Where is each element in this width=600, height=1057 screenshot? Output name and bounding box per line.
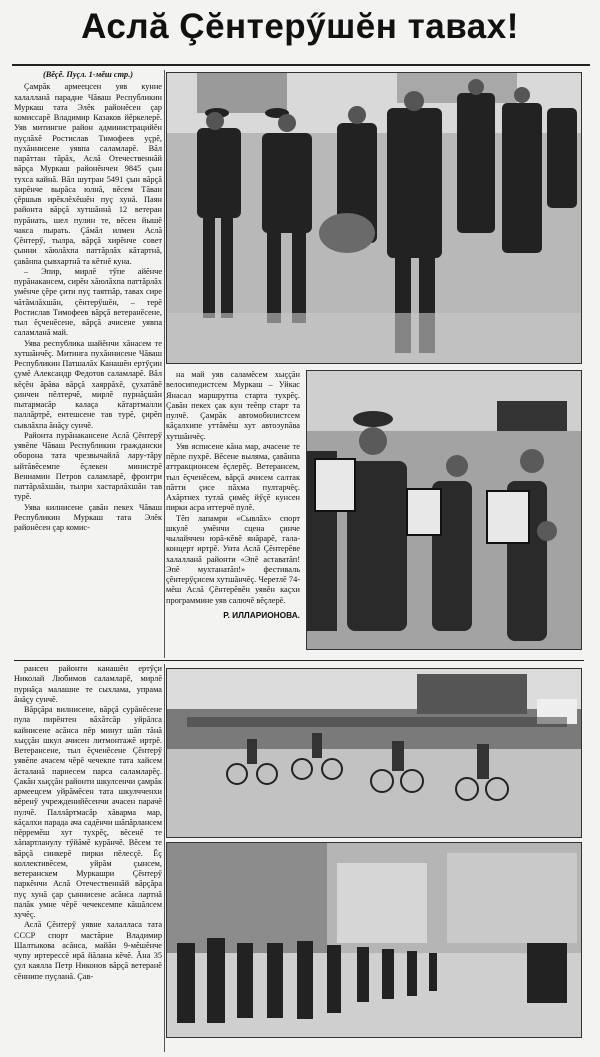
paragraph: Уява килнисене çавăн пекех Чăваш Республикин Муркаш тата Элĕк районĕсен çар комис- [14,502,162,532]
paragraph: Районта пурăнакансене Аслă Çĕнтерӳ уявĕпе Чăваш Республикин граждански оборона тата чрезвычайлă лару-тăру ыйтăвĕсемпе ĕçлекен министрĕ Вениамин Петров саламларĕ, фронтри паттăрлăхшăн, тылри хастарлăхшăн тав турĕ. [14,430,162,502]
photo-street-parade [166,842,582,1038]
column-divider [164,664,165,1052]
headline: Аслă Çĕнтерӳшĕн тавах! [81,7,519,46]
photo-portraits-march [306,370,582,650]
paragraph: Аслă Çĕнтерӳ уявне халалласа тата СССР спорт мастăрне Владимир Шалтыкова асăнса, майăн 9-мĕшĕнче чупу иртерессĕ ирă йăлана кĕчĕ. Ăна 35 çул каялла Петр Никонов вăрçă ветеранĕ сĕннипе пуçланă. Çав- [14,920,162,981]
author-signature: Р. ИЛЛАРИОНОВА. [223,609,300,620]
paragraph: – Эпир, мирлĕ тӳпе айĕнче пурăнакансем, сирĕн хăюлăхпа паттăрлăх умĕнче çĕре çити пуç таятпăр, тавах сире чăтăмлăхшăн, çĕнтерӳшĕн, – терĕ Ростислав Тимофеев вăрçă ветеранĕсене, тыл ĕçченĕсене, вăрçă ачисене уявпа саламланă май. [14,266,162,338]
article-column-1-bottom [14,664,162,1054]
paragraph: Уяв ясписене кăна мар, ачасене те пĕрле пухрĕ. Вĕсене выляма, çавăнпа аттракционсем ĕçлерĕç. Ветерансем, тыл ĕçченĕсем, вăрçă ачисем салтак пăтти çисе пăхма пултарчĕç. Ахăртнех тутлă çимĕç йӳçĕ кунсен пирки асра иттерчĕ пулĕ. [166,441,300,513]
paragraph: Çамрăк армеецсен уяв кунне халалланă парадне Чăваш Республикин Муркаш тата Элĕк районĕсен çар комиссарĕ Владимир Казаков йĕркелерĕ. Уяв митингне район администрацийĕн пуçлăхĕ Ростислав Тимофеев уçрĕ, пухăннисене уявпа саламларĕ. Вăл парăттан тăрăх, Аслă Отечественнăй вăрçа Муркаш районĕнчен 9845 çын тухса кайнă. Вăл шутран 5491 çын вăрçă хирĕнче вырăса юлнă, вĕсем Тăван çĕршыв ирĕклĕхĕшĕн пуç хунă. Паян районта вăрçă хутшăннă 12 ветеран пурăнать, шел пулин те, вĕсен йышĕ чакса пырать. Çăмăл илмен Аслă Çĕнтерӳ, тылра, вăрçă хирĕнче совет çынни хăюлăхпа паттăрлăх кăтартнă, çавăнпа çывхартнă та кĕтнĕ куна. [14,82,162,266]
article-column-1-top [14,70,162,660]
headline-rule [12,64,590,66]
section-rule [14,660,584,661]
paragraph: Уява республика шайĕнчи хăнасем те хутшăнчĕç. Митинга пухăннисене Чăваш Республикин Патшалăх Канашĕн ертӳçин çумĕ Александр Федотов саламларĕ. Вăл кĕçĕн ăрăва вăрçă хаяррăхĕ, çухатăвĕ çинчен пĕлтерчĕ, мирлĕ пурнăçшăн пытармасăр калаçа кăтартмалли паллăртрĕ, ентешсене тав турĕ, çирĕп сывлăхпа ăнăçу сунчĕ. [14,338,162,430]
article-column-2-top [166,370,300,658]
source-note: (Вĕçĕ. Пуçл. 1-мĕш стр.) [42,70,134,79]
column-divider [164,70,165,658]
paragraph: на май уяв саламĕсем хыççăн велосипедистсем Муркаш – Уйкас Янасал маршрутпа старта тухрĕç. Çавăн пекех çак кун теĕпр старт та пулчĕ. Çамрăк автомобилистсем кăçалхипе уттăмĕш хут автоэупăва хутшăнчĕç. [166,370,300,441]
paragraph: рансен районти канашĕн ертӳçи Николай Любимов саламларĕ, мирлĕ пурнăçа малашне те сыхлама, упрама ăнăçу сунчĕ. [14,664,162,704]
photo-cyclists [166,668,582,838]
paragraph: Тĕп лапамри «Сывлăх» спорт шкулĕ умĕнчи сцена çинче чылайччен юрă-кĕвĕ янăрарĕ, гала-концерт иртрĕ. Унта Аслă Çĕнтерĕве халалланă районти «Эпĕ аставатăп! Эпĕ мухтанатăп!» фестиваль çĕнтерӳçисем хутшăнчĕç. Черетлĕ 74-мĕш Аслă Çĕнтерĕвĕн уявĕн каçхи программине уяв салючĕ вĕçлерĕ. [166,513,300,605]
paragraph: Вăрçăра вилнисене, вăрçă сурăнĕсене пула пирĕнтен вăхăтсăр уйрăлса кайнисене асăнса пĕр минут шăп тăнă хыççăн шкул ачисен литмонтажĕ иртрĕ. Ветерансене, тыл ĕçченĕсене Çĕнтерӳ уявĕпе ачасем чĕрĕ чечекпе тата хайсем ăсталанă парнесем парса саламларĕç. Çакăн хыççăн районти шкулсенчи çамрăк армеецсем уйрăмĕсен тата шкулчченхи вĕренӳ учрежденийĕсенчи ачасен парачĕ пулчĕ. Паллăртмасăр хăварма мар, кăçалхи парада ача садĕнчи шăпăрлансем пĕрремĕш хут тухрĕç, вĕсенĕ те хăпартланулу тӳйăмĕ курăнчĕ. Вĕсем те вăрçă синкерĕ пирки пĕлесçĕ. Ĕç коллективĕсем, уйрăм çынсем, ветеранскем Муркашри Çĕнтерӳ паркĕнчи Аслă Отечественнăй вăрçăра пуç хунă çар çыннисене асăнса лартнă палăк умне чĕрĕ чечексемпе кăшăлсем хучĕç. [14,705,162,919]
photo-veterans-parade [166,72,582,364]
